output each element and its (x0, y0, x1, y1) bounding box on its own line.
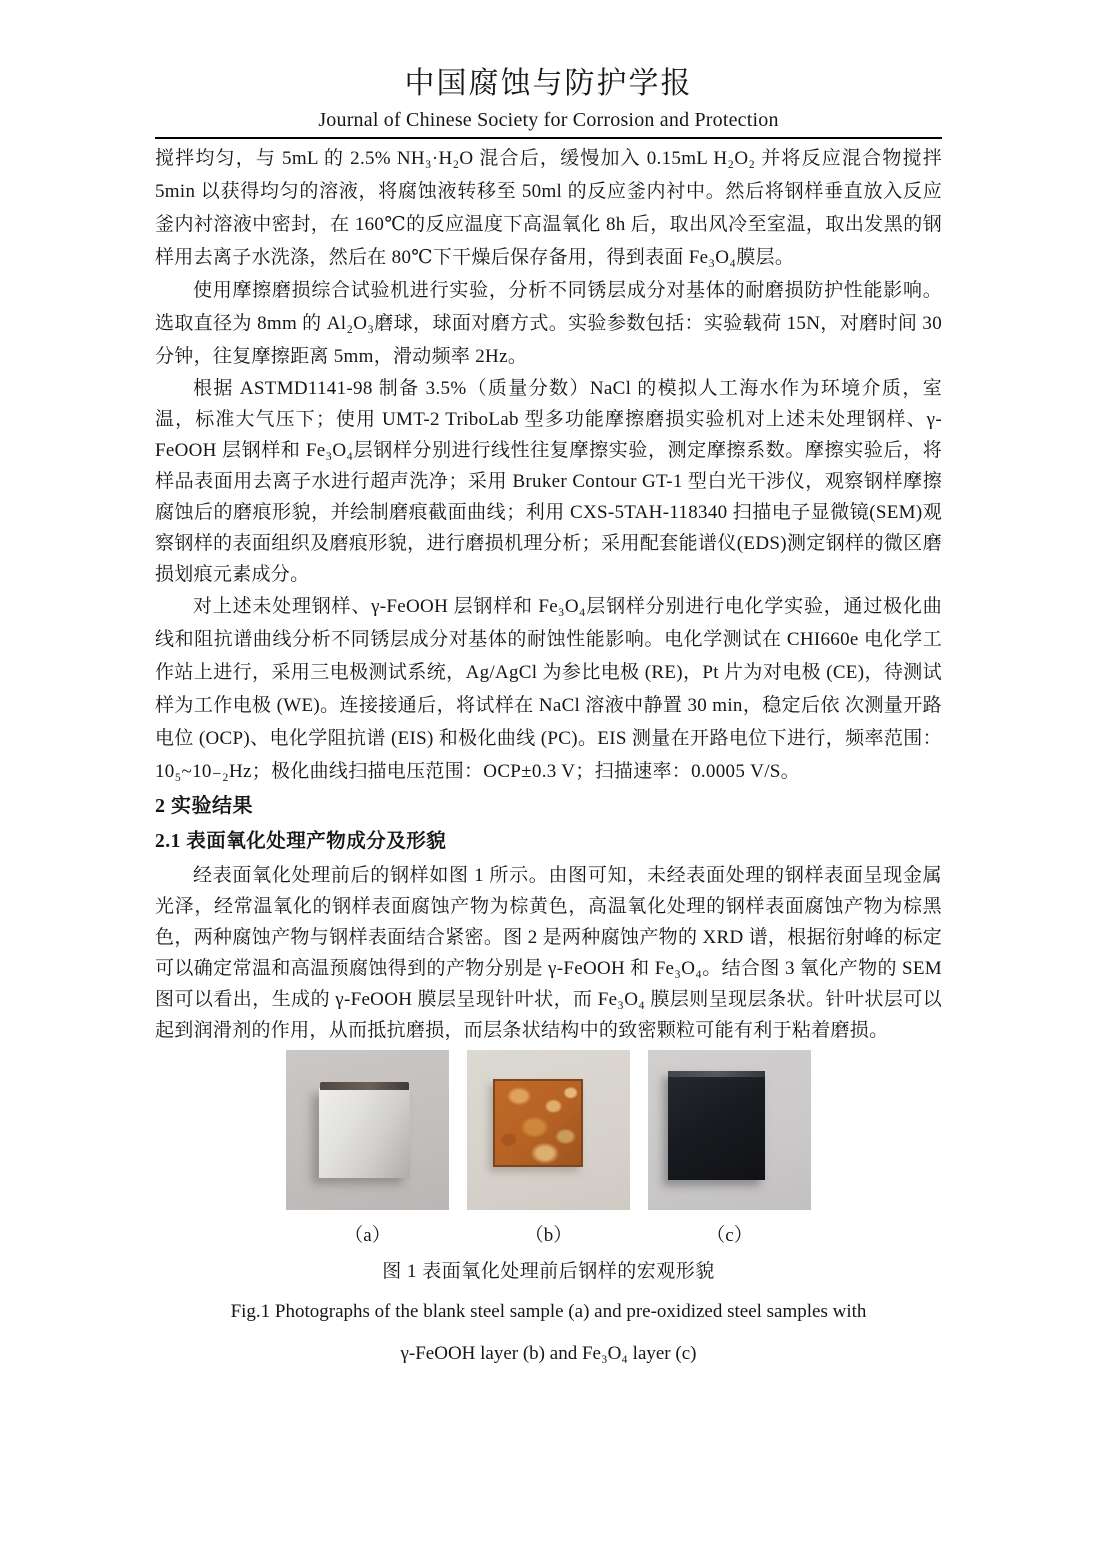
photo-blank-steel (286, 1050, 449, 1210)
figure-1 (155, 1050, 942, 1368)
figure1-caption-en-line2: γ-FeOOH layer (b) and Fe₃O₄ layer (c) (400, 1343, 697, 1364)
section-heading-results: 2 实验结果 (155, 795, 253, 817)
sample-top-edge (668, 1071, 766, 1077)
photo-label-b: （b） (524, 1225, 573, 1246)
paragraph-friction-experiment: 根据 ASTMD1141-98 制备 3.5%（质量分数）NaCl 的模拟人工海水作为环境介质，室温，标准大气压下；使用 UMT-2 TriboLab 型多功能摩擦磨损实验机对上述未处理钢样、γ-FeOOH 层钢样和 Fe₃O₄层钢样分别进行线性往复摩擦实验，测定摩擦系数。摩擦实验后，将样品表面用去离子水进行超声洗净；采用 Bruker Contour GT-1 型白光干涉仪，观察钢样摩擦腐蚀后的磨痕形貌，并绘制磨痕截面曲线；利用 CXS-5TAH-118340 扫描电子显微镜(SEM)观察钢样的表面组织及磨痕形貌，进行磨损机理分析；采用配套能谱仪(EDS)测定钢样的微区磨损划痕元素成分。 (155, 378, 942, 585)
photo-label-c: （c） (706, 1225, 753, 1246)
header-rule (155, 137, 942, 139)
paragraph-results-morphology: 经表面氧化处理前后的钢样如图 1 所示。由图可知，未经表面处理的钢样表面呈现金属光泽，经常温氧化的钢样表面腐蚀产物为棕黄色，高温氧化处理的钢样表面腐蚀产物为棕黑色，两种腐蚀产物与钢样表面结合紧密。图 2 是两种腐蚀产物的 XRD 谱，根据衍射峰的标定可以确定常温和高温预腐蚀得到的产物分别是 γ-FeOOH 和 Fe₃O₄。结合图 3 氧化产物的 SEM 图可以看出，生成的 γ-FeOOH 膜层呈现针叶状，而 Fe₃O₄ 膜层则呈现层条状。针叶状层可以起到润滑剂的作用，从而抵抗磨损，而层条状结构中的致密颗粒可能有利于粘着磨损。 (155, 865, 942, 1041)
paragraph-oxidation-procedure: 搅拌均匀，与 5mL 的 2.5% NH₃·H₂O 混合后，缓慢加入 0.15mL H₂O₂ 并将反应混合物搅拌 5min 以获得均匀的溶液，将腐蚀液转移至 50ml 的反应釜内衬中。然后将钢样垂直放入反应釜内衬溶液中密封，在 160℃的反应温度下高温氧化 8h 后，取出风冷至室温，取出发黑的钢样用去离子水洗涤，然后在 80℃下干燥后保存备用，得到表面 Fe₃O₄膜层。 (155, 148, 942, 268)
journal-title-zh: 中国腐蚀与防护学报 (404, 67, 693, 100)
sample-top-edge (320, 1082, 409, 1090)
journal-header (155, 64, 942, 139)
journal-title-en: Journal of Chinese Society for Corrosion and Protection (318, 109, 779, 131)
paragraph-electrochemical-test: 对上述未处理钢样、γ-FeOOH 层钢样和 Fe₃O₄层钢样分别进行电化学实验，通过极化曲线和阻抗谱曲线分析不同锈层成分对基体的耐蚀性能影响。电化学测试在 CHI660e 电化学工作站上进行，采用三电极测试系统，Ag/AgCl 为参比电极 (RE)，Pt 片为对电极 (CE)，待测试样为工作电极 (WE)。连接接通后，将试样在 NaCl 溶液中静置 30 min，稳定后依 次测量开路电位 (OCP)、电化学阻抗谱 (EIS) 和极化曲线 (PC)。EIS 测量在开路电位下进行，频率范围：10₅~10₋₂Hz；极化曲线扫描电压范围：OCP±0.3 V；扫描速率：0.0005 V/S。 (155, 596, 942, 782)
subsection-heading-oxidation-products: 2.1 表面氧化处理产物成分及形貌 (155, 831, 447, 852)
feooh-steel-sample (493, 1079, 583, 1167)
photo-fe3o4-steel (648, 1050, 811, 1210)
photo-feooh-steel (467, 1050, 630, 1210)
figure1-caption-en-line1: Fig.1 Photographs of the blank steel sample (a) and pre-oxidized steel samples with (230, 1301, 867, 1322)
figure1-caption-zh: 图 1 表面氧化处理前后钢样的宏观形貌 (382, 1261, 715, 1282)
blank-steel-sample (319, 1088, 410, 1178)
fe3o4-steel-sample (668, 1071, 766, 1180)
figure1-label-row (155, 1224, 942, 1248)
article-body (155, 142, 942, 1368)
figure1-photo-row (155, 1050, 942, 1210)
photo-label-a: （a） (344, 1225, 391, 1246)
paragraph-wear-test-setup: 使用摩擦磨损综合试验机进行实验，分析不同锈层成分对基体的耐磨损防护性能影响。选取直径为 8mm 的 Al₂O₃磨球，球面对磨方式。实验参数包括：实验载荷 15N，对磨时间 30 分钟，往复摩擦距离 5mm，滑动频率 2Hz。 (155, 280, 942, 367)
